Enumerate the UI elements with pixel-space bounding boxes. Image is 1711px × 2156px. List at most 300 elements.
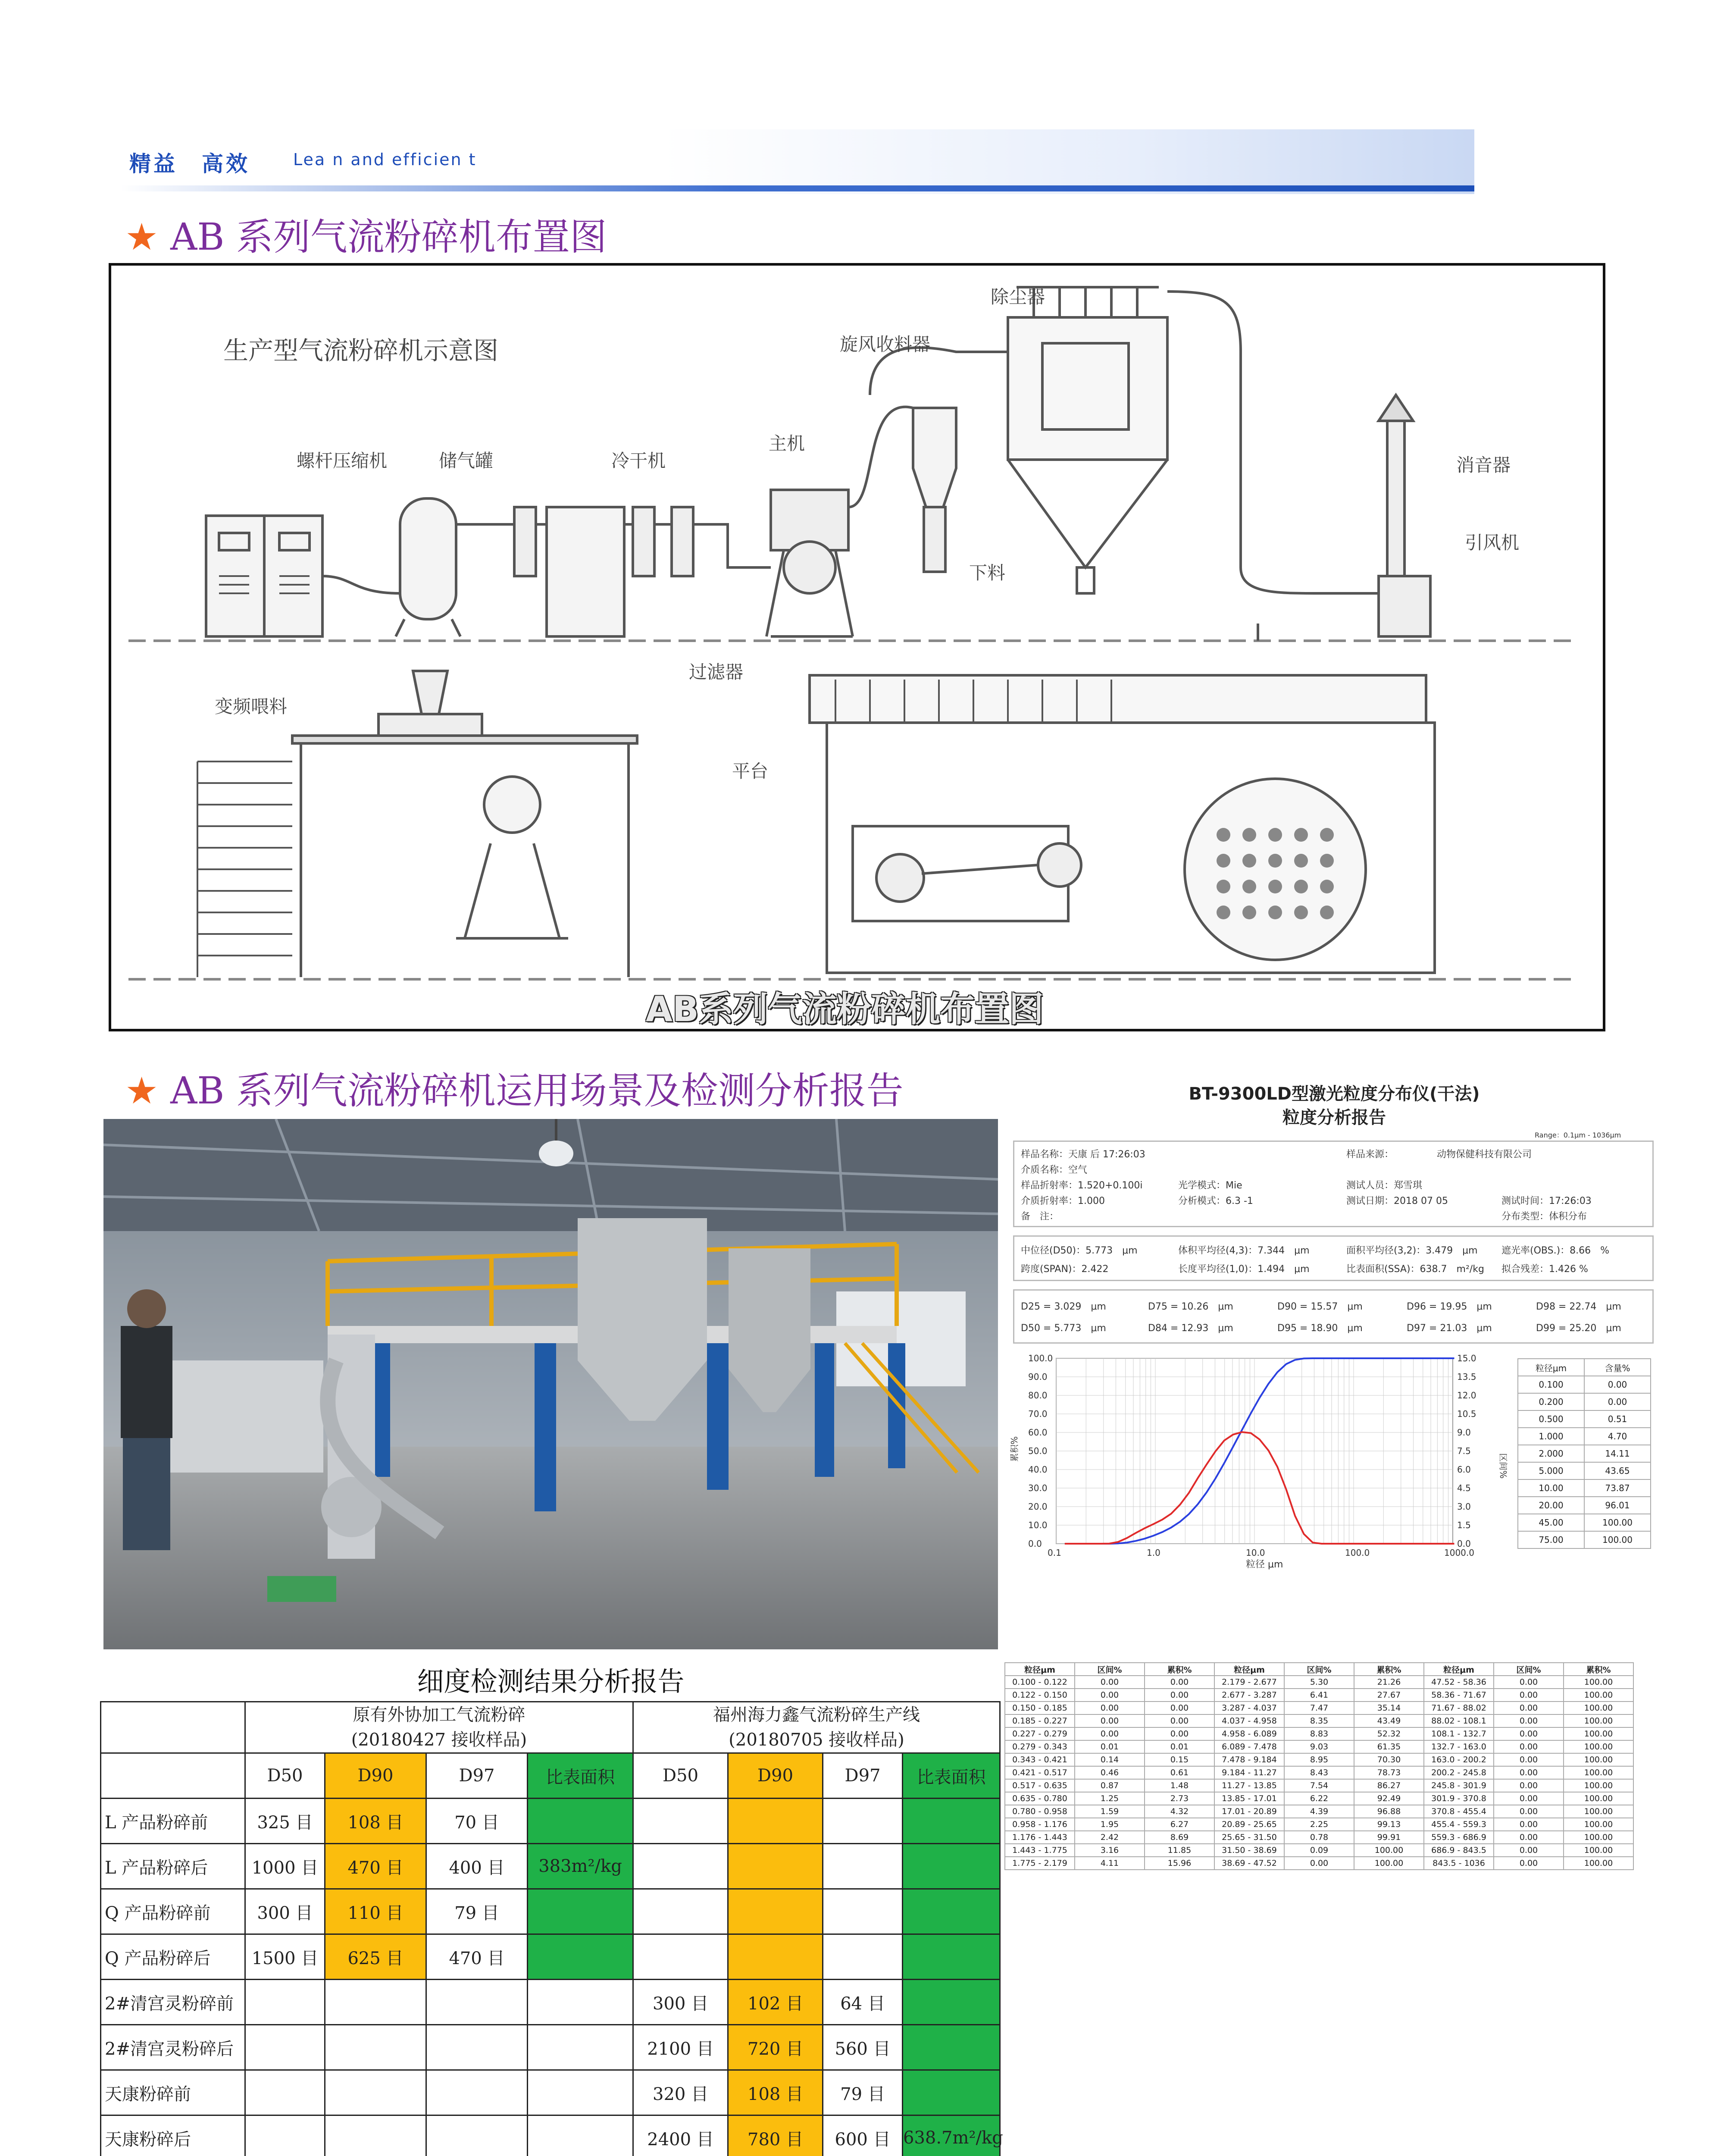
site-photo bbox=[103, 1119, 998, 1649]
table-row bbox=[101, 1980, 1000, 2025]
table-cell bbox=[528, 1980, 633, 2025]
y-right-tick: 0.0 bbox=[1457, 1539, 1471, 1549]
data-table-cell: 38.69 - 47.52 bbox=[1214, 1857, 1284, 1870]
y-left-tick: 100.0 bbox=[1028, 1353, 1053, 1363]
row-label: 天康粉碎后 bbox=[101, 2115, 245, 2156]
table-cell bbox=[325, 2115, 426, 2156]
col-header-d97: D97 bbox=[426, 1753, 528, 1799]
info-distribution-type: 分布类型：体积分布 bbox=[1501, 1211, 1587, 1222]
table-cell bbox=[903, 2070, 1000, 2115]
data-table-cell: 100.00 bbox=[1564, 1727, 1633, 1740]
data-table-cell: 7.478 - 9.184 bbox=[1214, 1753, 1284, 1766]
data-table-cell: 70.30 bbox=[1354, 1753, 1424, 1766]
side-table-row bbox=[1518, 1479, 1651, 1497]
data-table-row bbox=[1005, 1805, 1633, 1818]
data-table-cell: 43.49 bbox=[1354, 1714, 1424, 1727]
col-header-d90-2: D90 bbox=[728, 1753, 823, 1799]
data-table-cell: 100.00 bbox=[1564, 1689, 1633, 1702]
table-cell: 560 目 bbox=[823, 2025, 903, 2070]
data-table-cell: 2.677 - 3.287 bbox=[1214, 1689, 1284, 1702]
data-table-cell: 0.00 bbox=[1284, 1857, 1354, 1870]
info-sample-source-company: 动物保健科技有限公司 bbox=[1437, 1149, 1532, 1160]
data-table-cell: 99.91 bbox=[1354, 1831, 1424, 1844]
distribution-chart bbox=[1004, 1350, 1513, 1574]
d98: D98 = 22.74 μm bbox=[1536, 1301, 1621, 1312]
table-cell bbox=[245, 1980, 325, 2025]
data-table-cell: 0.01 bbox=[1145, 1740, 1214, 1753]
slogan-english: Lea n and efficien t bbox=[293, 150, 477, 169]
data-table-cell: 0.00 bbox=[1494, 1702, 1564, 1714]
data-table-row bbox=[1005, 1676, 1633, 1689]
data-table-cell: 0.00 bbox=[1494, 1844, 1564, 1857]
data-table-cell: 3.16 bbox=[1075, 1844, 1145, 1857]
col-header-d90: D90 bbox=[325, 1753, 426, 1799]
data-table-header: 累积% bbox=[1564, 1663, 1633, 1676]
group1-header bbox=[245, 1702, 633, 1753]
table-cell: 300 目 bbox=[245, 1889, 325, 1934]
data-table-cell: 0.122 - 0.150 bbox=[1005, 1689, 1075, 1702]
data-table-cell: 100.00 bbox=[1564, 1792, 1633, 1805]
data-table-cell: 1.443 - 1.775 bbox=[1005, 1844, 1075, 1857]
y-left-tick: 40.0 bbox=[1028, 1464, 1048, 1475]
data-table-cell: 58.36 - 71.67 bbox=[1424, 1689, 1494, 1702]
side-table-cell: 10.00 bbox=[1518, 1479, 1584, 1497]
layout-diagram-drawing bbox=[111, 266, 1603, 1029]
data-table-cell: 0.00 bbox=[1494, 1818, 1564, 1831]
data-table-cell: 9.03 bbox=[1284, 1740, 1354, 1753]
data-table-cell: 2.25 bbox=[1284, 1818, 1354, 1831]
table-row bbox=[101, 1799, 1000, 1844]
data-table-cell: 0.517 - 0.635 bbox=[1005, 1779, 1075, 1792]
data-table-cell: 100.00 bbox=[1564, 1779, 1633, 1792]
particle-size-report bbox=[1004, 1065, 1664, 1919]
label-muffler: 消音器 bbox=[1456, 454, 1511, 476]
table-cell bbox=[633, 1844, 728, 1889]
chart-xlabel: 粒径 μm bbox=[1246, 1559, 1283, 1570]
data-table-cell: 2.73 bbox=[1145, 1792, 1214, 1805]
side-table-cell: 0.200 bbox=[1518, 1393, 1584, 1410]
table-cell bbox=[903, 1844, 1000, 1889]
side-table-row bbox=[1518, 1445, 1651, 1462]
data-table-cell: 0.150 - 0.185 bbox=[1005, 1702, 1075, 1714]
data-table-cell: 0.100 - 0.122 bbox=[1005, 1676, 1075, 1689]
table-cell: 70 目 bbox=[426, 1799, 528, 1844]
data-table-cell: 7.47 bbox=[1284, 1702, 1354, 1714]
stat-d50: 中位径(D50)：5.773 μm bbox=[1021, 1245, 1138, 1256]
info-medium-ri: 介质折射率：1.000 bbox=[1021, 1196, 1105, 1206]
data-table-cell: 0.00 bbox=[1075, 1702, 1145, 1714]
stat-span: 跨度(SPAN)：2.422 bbox=[1021, 1264, 1109, 1275]
section-title-layout bbox=[125, 207, 607, 260]
stat-obscuration: 遮光率(OBS.)：8.66 % bbox=[1501, 1245, 1610, 1256]
row-label: 2#清宫灵粉碎前 bbox=[101, 1980, 245, 2025]
data-table-cell: 6.41 bbox=[1284, 1689, 1354, 1702]
data-table-cell: 4.32 bbox=[1145, 1805, 1214, 1818]
data-table-cell: 0.00 bbox=[1075, 1689, 1145, 1702]
table-cell bbox=[903, 1889, 1000, 1934]
data-table-cell: 15.96 bbox=[1145, 1857, 1214, 1870]
group1-name: 原有外协加工气流粉碎 bbox=[353, 1705, 525, 1725]
data-table-cell: 0.09 bbox=[1284, 1844, 1354, 1857]
table-cell bbox=[325, 2070, 426, 2115]
data-table-row bbox=[1005, 1702, 1633, 1714]
data-table-cell: 1.25 bbox=[1075, 1792, 1145, 1805]
data-table-cell: 686.9 - 843.5 bbox=[1424, 1844, 1494, 1857]
row-label: 天康粉碎前 bbox=[101, 2070, 245, 2115]
y-left-tick: 0.0 bbox=[1028, 1539, 1042, 1549]
row-label: Q 产品粉碎后 bbox=[101, 1934, 245, 1980]
y-right-tick: 10.5 bbox=[1457, 1409, 1476, 1419]
table-cell: 108 目 bbox=[325, 1799, 426, 1844]
y-right-tick: 15.0 bbox=[1457, 1353, 1476, 1363]
data-table-cell: 0.00 bbox=[1145, 1702, 1214, 1714]
table-cell bbox=[528, 1934, 633, 1980]
table-cell: 110 目 bbox=[325, 1889, 426, 1934]
data-table-cell: 163.0 - 200.2 bbox=[1424, 1753, 1494, 1766]
data-table-header: 区间% bbox=[1284, 1663, 1354, 1676]
y-left-tick: 50.0 bbox=[1028, 1446, 1048, 1456]
data-table-cell: 61.35 bbox=[1354, 1740, 1424, 1753]
data-table-cell: 0.46 bbox=[1075, 1766, 1145, 1779]
data-table-cell: 0.00 bbox=[1494, 1740, 1564, 1753]
table-cell bbox=[245, 2115, 325, 2156]
section-title-text: AB 系列气流粉碎机运用场景及检测分析报告 bbox=[170, 1069, 904, 1112]
data-table-cell: 6.27 bbox=[1145, 1818, 1214, 1831]
table-cell: 1500 目 bbox=[245, 1934, 325, 1980]
data-table-cell: 0.00 bbox=[1494, 1805, 1564, 1818]
table-row bbox=[101, 1934, 1000, 1980]
table-cell bbox=[528, 2025, 633, 2070]
data-table-cell: 100.00 bbox=[1564, 1702, 1633, 1714]
data-table-cell: 0.14 bbox=[1075, 1753, 1145, 1766]
table-cell bbox=[245, 2070, 325, 2115]
table-cell bbox=[633, 1889, 728, 1934]
data-table-cell: 2.42 bbox=[1075, 1831, 1145, 1844]
data-table-row bbox=[1005, 1779, 1633, 1792]
table-cell bbox=[633, 1934, 728, 1980]
data-table-cell: 1.176 - 1.443 bbox=[1005, 1831, 1075, 1844]
y-right-tick: 9.0 bbox=[1457, 1427, 1471, 1438]
data-table-cell: 7.54 bbox=[1284, 1779, 1354, 1792]
data-table-cell: 843.5 - 1036 bbox=[1424, 1857, 1494, 1870]
particle-data-table bbox=[1004, 1662, 1634, 1870]
side-table-row bbox=[1518, 1410, 1651, 1428]
table-cell bbox=[728, 1934, 823, 1980]
data-table-cell: 17.01 - 20.89 bbox=[1214, 1805, 1284, 1818]
data-table-cell: 0.00 bbox=[1145, 1676, 1214, 1689]
data-table-cell: 4.11 bbox=[1075, 1857, 1145, 1870]
site-photo-drawing bbox=[103, 1119, 998, 1649]
data-table-cell: 6.089 - 7.478 bbox=[1214, 1740, 1284, 1753]
data-table-cell: 100.00 bbox=[1564, 1844, 1633, 1857]
data-table-cell: 1.48 bbox=[1145, 1779, 1214, 1792]
table-row bbox=[101, 2115, 1000, 2156]
info-analysis-mode: 分析模式：6.3 -1 bbox=[1178, 1196, 1253, 1206]
data-table-cell: 100.00 bbox=[1564, 1857, 1633, 1870]
data-table-row bbox=[1005, 1714, 1633, 1727]
report-stats-box bbox=[1013, 1235, 1654, 1281]
d99: D99 = 25.20 μm bbox=[1536, 1323, 1621, 1334]
report-d-values-box bbox=[1013, 1289, 1654, 1344]
data-table-cell: 100.00 bbox=[1564, 1818, 1633, 1831]
side-table-row bbox=[1518, 1462, 1651, 1479]
data-table-cell: 100.00 bbox=[1564, 1805, 1633, 1818]
data-table-cell: 200.2 - 245.8 bbox=[1424, 1766, 1494, 1779]
info-test-time: 测试时间：17:26:03 bbox=[1501, 1196, 1592, 1206]
col-header-ssa: 比表面积 bbox=[528, 1753, 633, 1799]
data-table-cell: 88.02 - 108.1 bbox=[1424, 1714, 1494, 1727]
d90: D90 = 15.57 μm bbox=[1277, 1301, 1363, 1312]
label-filter: 过滤器 bbox=[689, 661, 744, 683]
d97: D97 = 21.03 μm bbox=[1407, 1323, 1492, 1334]
side-table-row bbox=[1518, 1393, 1651, 1410]
d95: D95 = 18.90 μm bbox=[1277, 1323, 1363, 1334]
table-cell bbox=[528, 2115, 633, 2156]
label-discharge: 下料 bbox=[969, 562, 1006, 583]
col-header-blank bbox=[101, 1753, 245, 1799]
data-table-cell: 0.61 bbox=[1145, 1766, 1214, 1779]
table-cell: 320 目 bbox=[633, 2070, 728, 2115]
data-table-cell: 245.8 - 301.9 bbox=[1424, 1779, 1494, 1792]
data-table-cell: 3.287 - 4.037 bbox=[1214, 1702, 1284, 1714]
section-title-text: AB 系列气流粉碎机布置图 bbox=[170, 216, 607, 259]
table-cell bbox=[426, 2025, 528, 2070]
side-table-cell: 73.87 bbox=[1584, 1479, 1651, 1497]
data-table-cell: 0.780 - 0.958 bbox=[1005, 1805, 1075, 1818]
data-table-cell: 100.00 bbox=[1564, 1714, 1633, 1727]
info-test-date: 测试日期：2018 07 05 bbox=[1346, 1196, 1448, 1206]
data-table-cell: 100.00 bbox=[1564, 1676, 1633, 1689]
slogan: 精益 高效 bbox=[129, 151, 250, 176]
col-header-d50: D50 bbox=[245, 1753, 325, 1799]
table-cell: 638.7m²/kg bbox=[903, 2115, 1000, 2156]
col-header-d97-2: D97 bbox=[823, 1753, 903, 1799]
data-table-cell: 100.00 bbox=[1564, 1740, 1633, 1753]
row-label: 2#清宫灵粉碎后 bbox=[101, 2025, 245, 2070]
d50: D50 = 5.773 μm bbox=[1021, 1323, 1106, 1334]
y-left-tick: 30.0 bbox=[1028, 1483, 1048, 1493]
y-left-tick: 70.0 bbox=[1028, 1409, 1048, 1419]
star-icon: ★ bbox=[125, 216, 159, 259]
data-table-cell: 0.00 bbox=[1145, 1714, 1214, 1727]
table-cell bbox=[728, 1889, 823, 1934]
side-table-cell: 0.00 bbox=[1584, 1376, 1651, 1393]
data-table-cell: 0.227 - 0.279 bbox=[1005, 1727, 1075, 1740]
data-table-cell: 4.958 - 6.089 bbox=[1214, 1727, 1284, 1740]
data-table-row bbox=[1005, 1766, 1633, 1779]
star-icon: ★ bbox=[125, 1069, 159, 1112]
table-cell bbox=[528, 1799, 633, 1844]
side-table-cell: 100.00 bbox=[1584, 1531, 1651, 1548]
side-table-cell: 75.00 bbox=[1518, 1531, 1584, 1548]
data-table-cell: 100.00 bbox=[1564, 1831, 1633, 1844]
data-table-cell: 25.65 - 31.50 bbox=[1214, 1831, 1284, 1844]
group1-sub: (20180427 接收样品) bbox=[351, 1730, 527, 1750]
data-table-cell: 0.185 - 0.227 bbox=[1005, 1714, 1075, 1727]
y-left-tick: 10.0 bbox=[1028, 1520, 1048, 1530]
table-cell: 108 目 bbox=[728, 2070, 823, 2115]
chart-ylabel-right: 区间% bbox=[1498, 1453, 1508, 1479]
data-table-header: 区间% bbox=[1494, 1663, 1564, 1676]
data-table-cell: 0.00 bbox=[1494, 1676, 1564, 1689]
table-cell bbox=[903, 1980, 1000, 2025]
table-cell bbox=[903, 2025, 1000, 2070]
data-table-cell: 9.184 - 11.27 bbox=[1214, 1766, 1284, 1779]
data-table-row bbox=[1005, 1818, 1633, 1831]
table-row bbox=[101, 2025, 1000, 2070]
y-right-tick: 13.5 bbox=[1457, 1372, 1476, 1382]
table-row bbox=[101, 1889, 1000, 1934]
label-main-machine: 主机 bbox=[769, 433, 805, 454]
d84: D84 = 12.93 μm bbox=[1148, 1323, 1233, 1334]
stat-length-mean: 长度平均径(1,0)：1.494 μm bbox=[1178, 1264, 1310, 1275]
data-table-cell: 108.1 - 132.7 bbox=[1424, 1727, 1494, 1740]
report-instrument: BT-9300LD型激光粒度分布仪(干法) bbox=[1189, 1084, 1480, 1104]
side-table-cell: 2.000 bbox=[1518, 1445, 1584, 1462]
data-table-cell: 0.00 bbox=[1145, 1727, 1214, 1740]
data-table-row bbox=[1005, 1727, 1633, 1740]
x-tick: 1000.0 bbox=[1444, 1548, 1474, 1558]
stat-volume-mean: 体积平均径(4,3)：7.344 μm bbox=[1178, 1245, 1310, 1256]
diagram-title: 生产型气流粉碎机示意图 bbox=[223, 336, 499, 365]
data-table-cell: 0.00 bbox=[1075, 1727, 1145, 1740]
data-table-header: 粒径μm bbox=[1005, 1663, 1075, 1676]
table-cell: 2400 目 bbox=[633, 2115, 728, 2156]
layout-diagram bbox=[109, 263, 1605, 1031]
data-table-row bbox=[1005, 1689, 1633, 1702]
d96: D96 = 19.95 μm bbox=[1407, 1301, 1492, 1312]
table-cell: 300 目 bbox=[633, 1980, 728, 2025]
y-left-tick: 20.0 bbox=[1028, 1501, 1048, 1512]
data-table-cell: 0.00 bbox=[1494, 1689, 1564, 1702]
data-table-cell: 0.00 bbox=[1494, 1857, 1564, 1870]
side-table-row bbox=[1518, 1497, 1651, 1514]
table-cell: 64 目 bbox=[823, 1980, 903, 2025]
data-table-cell: 0.421 - 0.517 bbox=[1005, 1766, 1075, 1779]
group2-name: 福州海力鑫气流粉碎生产线 bbox=[713, 1705, 920, 1725]
data-table-cell: 71.67 - 88.02 bbox=[1424, 1702, 1494, 1714]
data-table-cell: 13.85 - 17.01 bbox=[1214, 1792, 1284, 1805]
y-left-tick: 60.0 bbox=[1028, 1427, 1048, 1438]
stat-ssa: 比表面积(SSA)：638.7 m²/kg bbox=[1346, 1264, 1484, 1275]
label-screw-compressor: 螺杆压缩机 bbox=[297, 450, 388, 471]
data-table-cell: 1.95 bbox=[1075, 1818, 1145, 1831]
data-table-cell: 0.00 bbox=[1494, 1714, 1564, 1727]
data-table-cell: 0.00 bbox=[1494, 1753, 1564, 1766]
table-cell: 1000 目 bbox=[245, 1844, 325, 1889]
data-table-cell: 2.179 - 2.677 bbox=[1214, 1676, 1284, 1689]
side-table-cell: 43.65 bbox=[1584, 1462, 1651, 1479]
table-cell: 102 目 bbox=[728, 1980, 823, 2025]
cumulative-summary-table bbox=[1517, 1358, 1651, 1549]
data-table-cell: 6.22 bbox=[1284, 1792, 1354, 1805]
data-table-header: 累积% bbox=[1354, 1663, 1424, 1676]
table-cell: 79 目 bbox=[823, 2070, 903, 2115]
report-subtitle: 粒度分析报告 bbox=[1282, 1107, 1386, 1128]
table-cell: 625 目 bbox=[325, 1934, 426, 1980]
data-table-cell: 0.279 - 0.343 bbox=[1005, 1740, 1075, 1753]
data-table-cell: 8.69 bbox=[1145, 1831, 1214, 1844]
data-table-cell: 559.3 - 686.9 bbox=[1424, 1831, 1494, 1844]
x-tick: 100.0 bbox=[1345, 1548, 1370, 1558]
label-dust-collector: 除尘器 bbox=[991, 286, 1045, 307]
data-table-cell: 301.9 - 370.8 bbox=[1424, 1792, 1494, 1805]
diagram-caption: AB系列气流粉碎机布置图 bbox=[646, 989, 1044, 1029]
data-table-header: 区间% bbox=[1075, 1663, 1145, 1676]
table-row bbox=[101, 1844, 1000, 1889]
fineness-result-table bbox=[100, 1701, 1001, 2156]
side-table-cell: 45.00 bbox=[1518, 1514, 1584, 1531]
row-label: L 产品粉碎前 bbox=[101, 1799, 245, 1844]
data-table-cell: 8.95 bbox=[1284, 1753, 1354, 1766]
data-table-cell: 0.00 bbox=[1494, 1727, 1564, 1740]
group2-header bbox=[633, 1702, 1000, 1753]
y-right-tick: 3.0 bbox=[1457, 1501, 1471, 1512]
x-tick: 1.0 bbox=[1147, 1548, 1160, 1558]
table-cell: 400 目 bbox=[426, 1844, 528, 1889]
side-table-cell: 0.51 bbox=[1584, 1410, 1651, 1428]
d25: D25 = 3.029 μm bbox=[1021, 1301, 1106, 1312]
info-medium: 介质名称：空气 bbox=[1021, 1165, 1088, 1175]
table-cell bbox=[325, 2025, 426, 2070]
d75: D75 = 10.26 μm bbox=[1148, 1301, 1233, 1312]
data-table-cell: 78.73 bbox=[1354, 1766, 1424, 1779]
table-cell: 79 目 bbox=[426, 1889, 528, 1934]
data-table-cell: 100.00 bbox=[1354, 1857, 1424, 1870]
side-head-size: 粒径μm bbox=[1518, 1359, 1584, 1376]
data-table-cell: 5.30 bbox=[1284, 1676, 1354, 1689]
y-right-tick: 12.0 bbox=[1457, 1390, 1476, 1401]
table-row bbox=[101, 2070, 1000, 2115]
info-sample-source: 样品来源： bbox=[1346, 1149, 1394, 1160]
label-air-tank: 储气罐 bbox=[439, 450, 494, 471]
data-table-cell: 11.27 - 13.85 bbox=[1214, 1779, 1284, 1792]
y-left-tick: 90.0 bbox=[1028, 1372, 1048, 1382]
data-table-cell: 92.49 bbox=[1354, 1792, 1424, 1805]
data-table-row bbox=[1005, 1831, 1633, 1844]
side-table-cell: 1.000 bbox=[1518, 1428, 1584, 1445]
side-table-cell: 0.00 bbox=[1584, 1393, 1651, 1410]
table-cell: 720 目 bbox=[728, 2025, 823, 2070]
data-table-cell: 0.00 bbox=[1494, 1831, 1564, 1844]
row-label: Q 产品粉碎前 bbox=[101, 1889, 245, 1934]
x-tick: 0.1 bbox=[1048, 1548, 1061, 1558]
table-cell bbox=[325, 1980, 426, 2025]
data-table-cell: 370.8 - 455.4 bbox=[1424, 1805, 1494, 1818]
data-table-header: 粒径μm bbox=[1424, 1663, 1494, 1676]
data-table-cell: 86.27 bbox=[1354, 1779, 1424, 1792]
data-table-cell: 8.83 bbox=[1284, 1727, 1354, 1740]
side-table-cell: 0.100 bbox=[1518, 1376, 1584, 1393]
data-table-cell: 0.958 - 1.176 bbox=[1005, 1818, 1075, 1831]
label-fan: 引风机 bbox=[1465, 532, 1520, 553]
data-table-row bbox=[1005, 1857, 1633, 1870]
data-table-row bbox=[1005, 1792, 1633, 1805]
data-table-cell: 31.50 - 38.69 bbox=[1214, 1844, 1284, 1857]
table-cell bbox=[903, 1799, 1000, 1844]
report-info-box bbox=[1013, 1141, 1654, 1227]
info-operator: 测试人员：郑雪琪 bbox=[1346, 1180, 1423, 1191]
data-table-cell: 1.59 bbox=[1075, 1805, 1145, 1818]
data-table-cell: 132.7 - 163.0 bbox=[1424, 1740, 1494, 1753]
data-table-cell: 1.775 - 2.179 bbox=[1005, 1857, 1075, 1870]
label-vfd-feeder: 变频喂料 bbox=[215, 696, 288, 717]
y-right-tick: 4.5 bbox=[1457, 1483, 1471, 1493]
side-table-row bbox=[1518, 1376, 1651, 1393]
data-table-header: 累积% bbox=[1145, 1663, 1214, 1676]
table-cell bbox=[528, 1889, 633, 1934]
side-table-cell: 0.500 bbox=[1518, 1410, 1584, 1428]
